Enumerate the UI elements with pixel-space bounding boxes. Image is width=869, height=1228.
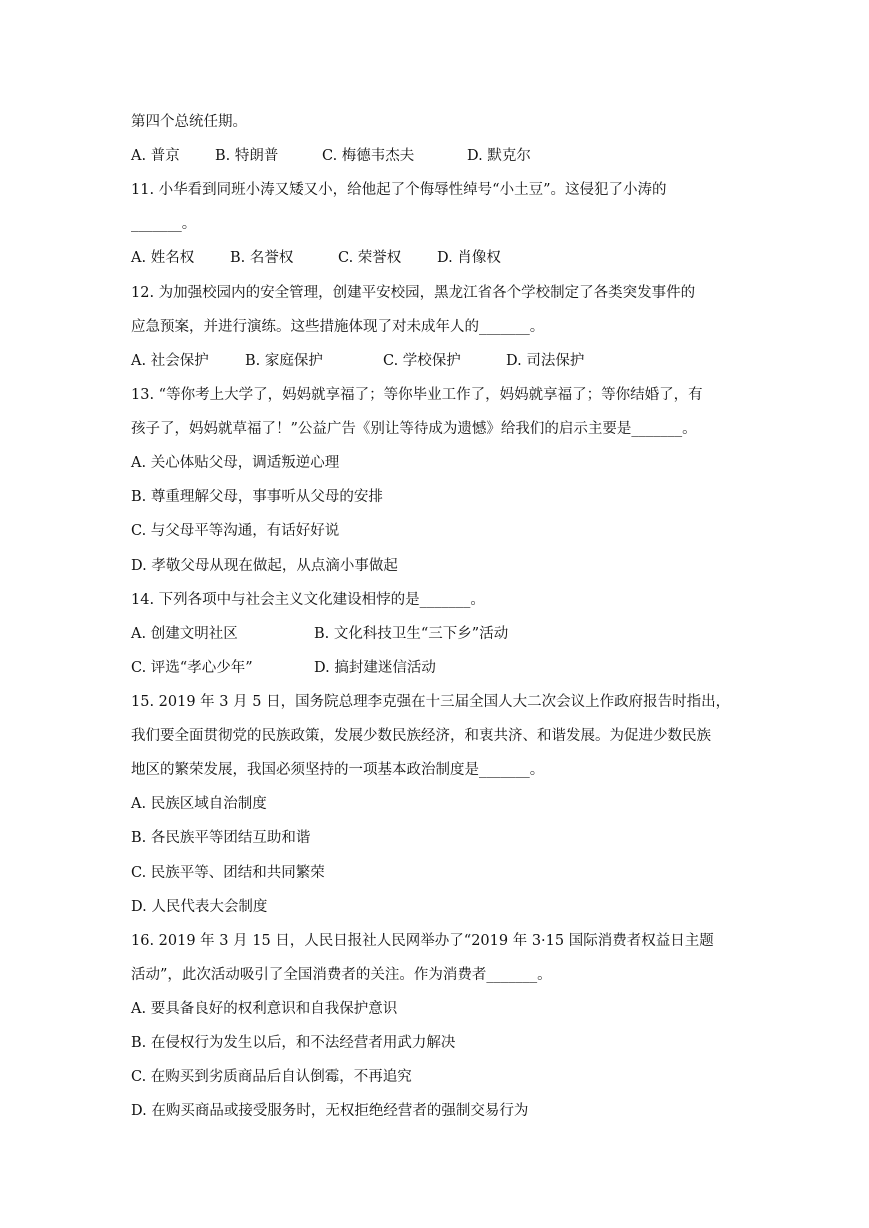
q13-option-d: D. 孝敬父母从现在做起，从点滴小事做起 — [131, 558, 398, 574]
q14-option-a: A. 创建文明社区 — [131, 626, 238, 642]
q13-option-b: B. 尊重理解父母，事事听从父母的安排 — [131, 489, 383, 505]
q11-option-b: B. 名誉权 — [230, 250, 294, 266]
q16-option-a: A. 要具备良好的权利意识和自我保护意识 — [131, 1001, 398, 1017]
q14-option-c: C. 评选“孝心少年” — [131, 660, 253, 676]
q11-option-a: A. 姓名权 — [131, 250, 195, 266]
q13-option-c: C. 与父母平等沟通，有话好好说 — [131, 523, 340, 539]
q10-option-d: D. 默克尔 — [467, 148, 531, 164]
q10-option-a: A. 普京 — [131, 148, 180, 164]
q13-stem-2: 孩子了，妈妈就草福了！”公益广告《别让等待成为遗憾》给我们的启示主要是_______。 — [131, 421, 697, 437]
q12-stem: 12. 为加强校园内的安全管理，创建平安校园，黑龙江省各个学校制定了各类突发事件的 — [131, 285, 696, 301]
q15-stem: 15. 2019 年 3 月 5 日，国务院总理李克强在十三届全国人大二次会议上作政府报告时指出， — [131, 694, 731, 710]
q12-option-b: B. 家庭保护 — [245, 353, 323, 369]
q12-stem-2: 应急预案，并进行演练。这些措施体现了对未成年人的_______。 — [131, 319, 545, 335]
q15-stem-2: 我们要全面贯彻党的民族政策，发展少数民族经济，和衷共济、和谐发展。为促进少数民族 — [131, 728, 711, 744]
q11-option-c: C. 荣誉权 — [338, 250, 402, 266]
q16-option-b: B. 在侵权行为发生以后，和不法经营者用武力解决 — [131, 1035, 456, 1051]
q14-option-b: B. 文化科技卫生“三下乡”活动 — [314, 626, 509, 642]
q15-stem-3: 地区的繁荣发展，我国必须坚持的一项基本政治制度是_______。 — [131, 762, 545, 778]
q12-options — [131, 351, 831, 371]
q12-option-c: C. 学校保护 — [383, 353, 461, 369]
q12-option-d: D. 司法保护 — [506, 353, 585, 369]
q10-options — [131, 146, 831, 166]
q14-options-cd — [131, 658, 831, 678]
q10-stem-tail: 第四个总统任期。 — [131, 114, 247, 130]
q10-option-c: C. 梅德韦杰夫 — [322, 148, 415, 164]
q12-option-a: A. 社会保护 — [131, 353, 209, 369]
q11-options — [131, 248, 831, 268]
q15-option-b: B. 各民族平等团结互助和谐 — [131, 830, 311, 846]
q16-option-c: C. 在购买到劣质商品后自认倒霉，不再追究 — [131, 1069, 412, 1085]
q16-stem: 16. 2019 年 3 月 15 日，人民日报社人民网举办了“2019 年 3·15 国际消费者权益日主题 — [131, 933, 714, 949]
q10-option-b: B. 特朗普 — [215, 148, 279, 164]
q13-option-a: A. 关心体贴父母，调适叛逆心理 — [131, 455, 340, 471]
q16-option-d: D. 在购买商品或接受服务时，无权拒绝经营者的强制交易行为 — [131, 1103, 529, 1119]
q11-stem: 11. 小华看到同班小涛又矮又小，给他起了个侮辱性绰号“小土豆”。这侵犯了小涛的 — [131, 182, 667, 198]
q14-stem: 14. 下列各项中与社会主义文化建设相悖的是_______。 — [131, 592, 485, 608]
q15-option-a: A. 民族区域自治制度 — [131, 796, 267, 812]
q15-option-c: C. 民族平等、团结和共同繁荣 — [131, 865, 325, 881]
q15-option-d: D. 人民代表大会制度 — [131, 899, 268, 915]
q11-option-d: D. 肖像权 — [437, 250, 501, 266]
q14-option-d: D. 搞封建迷信活动 — [314, 660, 436, 676]
q13-stem: 13. “等你考上大学了，妈妈就享福了；等你毕业工作了，妈妈就享福了；等你结婚了，有 — [131, 387, 703, 403]
q16-stem-2: 活动”，此次活动吸引了全国消费者的关注。作为消费者_______。 — [131, 967, 552, 983]
q11-blank: _______。 — [131, 216, 197, 232]
q14-options-ab — [131, 624, 831, 644]
